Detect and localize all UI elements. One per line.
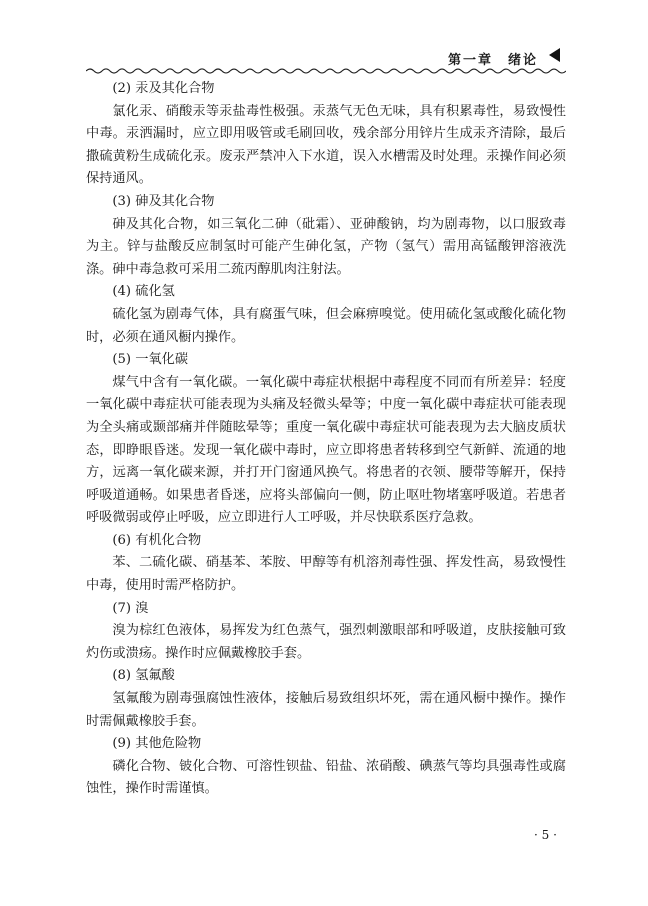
section-paragraph-bromine: 溴为棕红色液体，易挥发为红色蒸气，强烈刺激眼部和呼吸道，皮肤接触可致灼伤或溃疡。操作时应佩戴橡胶手套。: [86, 623, 566, 661]
section-heading-bromine: (7) 溴: [112, 600, 149, 616]
section-heading-organic-compounds: (6) 有机化合物: [112, 532, 202, 548]
running-header: [86, 46, 566, 70]
section-paragraph-arsenic: 砷及其化合物，如三氧化二砷（砒霜）、亚砷酸钠，均为剧毒物，以口服致毒为主。锌与盐酸反应制氢时可能产生砷化氢，产物（氢气）需用高锰酸钾溶液洗涤。砷中毒急救可采用二巯丙醇肌肉注射法。: [86, 216, 566, 277]
section-heading-other-hazards: (9) 其他危险物: [112, 736, 202, 752]
header-wave-rule: [86, 66, 566, 76]
section-heading-hydrogen-sulfide: (4) 硫化氢: [112, 284, 175, 300]
section-paragraph-other-hazards: 磷化合物、铍化合物、可溶性钡盐、铅盐、浓硝酸、碘蒸气等均具强毒性或腐蚀性，操作时需谨慎。: [86, 758, 566, 797]
section-paragraph-organic-compounds: 苯、二硫化碳、硝基苯、苯胺、甲醇等有机溶剂毒性强、挥发性高，易致慢性中毒，使用时需严格防护。: [86, 555, 566, 594]
page-number: · 5 ·: [534, 828, 557, 842]
page-body: [86, 78, 566, 801]
section-paragraph-carbon-monoxide: 煤气中含有一氧化碳。一氧化碳中毒症状根据中毒程度不同而有所差异：轻度一氧化碳中毒症状可能表现为头痛及轻微头晕等；中度一氧化碳中毒症状可能表现为全头痛或颞部痛并伴随眩晕等；重度一氧化碳中毒症状可能表现为去大脑皮质状态，即睁眼昏迷。发现一氧化碳中毒时，应立即将患者转移到空气新鲜、流通的地方，远离一氧化碳来源，并打开门窗通风换气。将患者的衣领、腰带等解开，保持呼吸道通畅。如果患者昏迷，应将头部偏向一侧，防止呕吐物堵塞呼吸道。若患者呼吸微弱或停止呼吸，应立即进行人工呼吸，并尽快联系医疗急救。: [86, 374, 566, 526]
triangle-left-icon: [549, 48, 560, 62]
section-paragraph-hydrofluoric-acid: 氢氟酸为剧毒强腐蚀性液体，接触后易致组织坏死，需在通风橱中操作。操作时需佩戴橡胶手套。: [86, 691, 566, 729]
chapter-title: 第一章 绪论: [447, 53, 538, 68]
section-paragraph-mercury: 氯化汞、硝酸汞等汞盐毒性极强。汞蒸气无色无味，具有积累毒性，易致慢性中毒。汞洒漏时，应立即用吸管或毛刷回收，残余部分用锌片生成汞齐清除，最后撒硫黄粉生成硫化汞。废汞严禁冲入下水道，误入水槽需及时处理。汞操作间必须保持通风。: [86, 103, 566, 187]
section-heading-carbon-monoxide: (5) 一氧化碳: [112, 352, 189, 368]
section-heading-arsenic: (3) 砷及其化合物: [112, 193, 215, 209]
section-paragraph-hydrogen-sulfide: 硫化氢为剧毒气体，具有腐蛋气味，但会麻痹嗅觉。使用硫化氢或酸化硫化物时，必须在通风橱内操作。: [86, 306, 566, 345]
section-heading-mercury: (2) 汞及其化合物: [112, 81, 215, 96]
section-heading-hydrofluoric-acid: (8) 氢氟酸: [112, 668, 175, 684]
